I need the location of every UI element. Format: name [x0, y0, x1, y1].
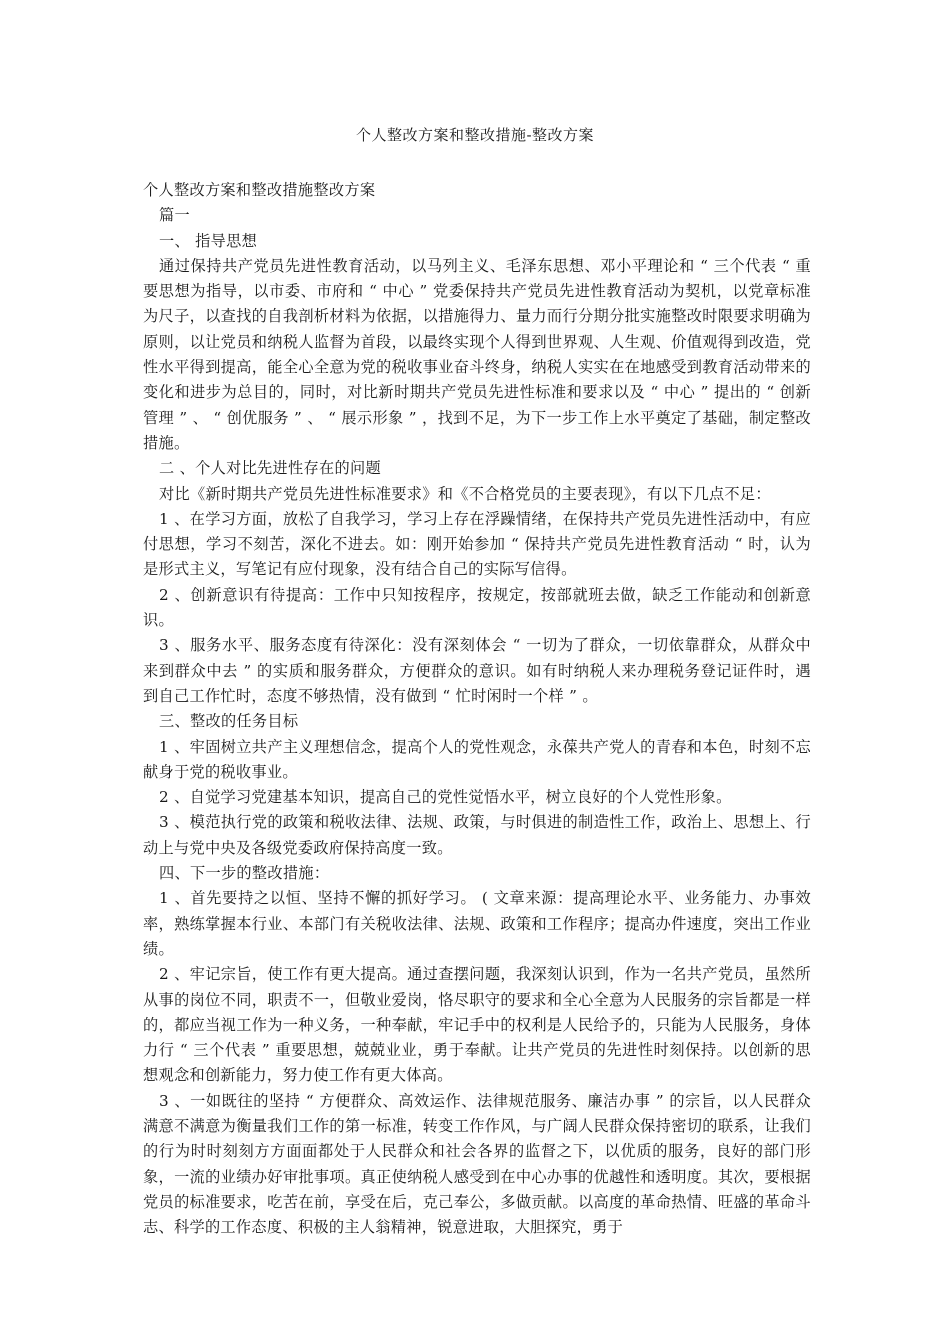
document-heading: 个人整改方案和整改措施整改方案: [143, 181, 376, 199]
paragraph: 通过保持共产党员先进性教育活动，以马列主义、毛泽东思想、邓小平理论和 “ 三个代表 “ 重要思想为指导，以市委、市府和 “ 中心 ” 党委保持共产党员先进性教育活动为契机，以党章标准为尺子，以查找的自我剖析材料为依据，以措施得力、量力而行分期分批实施整改时限要求明确为原则，以让党员和纳税人监督为首段，以最终实现个人得到世界观、人生观、价值观得到改造，党性水平得到提高，能全心全意为党的税收事业奋斗终身，纳税人实实在在地感受到教育活动带来的变化和进步为总目的，同时，对比新时期共产党员先进性标准和要求以及 “ 中心 ” 提出的 “ 创新管理 ” 、 “ 创优服务 ” 、 “ 展示形象 ” ，找到不足，为下一步工作上水平奠定了基础，制定整改措施。: [143, 256, 811, 452]
list-item: 3 、模范执行党的政策和税收法律、法规、政策，与时俱进的制造性工作，政治上、思想上、行动上与党中央及各级党委政府保持高度一致。: [143, 813, 811, 857]
page-title: 个人整改方案和整改措施-整改方案: [355, 126, 595, 144]
list-item: 2 、牢记宗旨，使工作有更大提高。通过查摆问题，我深刻认识到，作为一名共产党员，虽然所从事的岗位不同，职责不一，但敬业爱岗，恪尽职守的要求和全心全意为人民服务的宗旨都是一样的，都应当视工作为一种义务，一种奉献，牢记手中的权利是人民给予的，只能为人民服务，身体力行 “ 三个代表 ” 重要思想，兢兢业业，勇于奉献。让共产党员的先进性时刻保持。以创新的思想观念和创新能力，努力使工作有更大体高。: [143, 965, 811, 1085]
section-heading: 三、整改的任务目标: [159, 712, 299, 731]
list-item: 1 、首先要持之以恒、坚持不懈的抓好学习。 ( 文章来源：提高理论水平、业务能力、办事效率，熟练掌握本行业、本部门有关税收法律、法规、政策和工作程序；提高办件速度，突出工作业绩。: [143, 889, 811, 958]
list-item: 2 、自觉学习党建基本知识，提高自己的党性觉悟水平，树立良好的个人党性形象。: [159, 788, 732, 807]
section-heading: 四、下一步的整改措施：: [159, 864, 330, 883]
list-item: 2 、创新意识有待提高：工作中只知按程序，按规定，按部就班去做，缺乏工作能动和创新意识。: [143, 585, 811, 630]
list-item: 1 、在学习方面，放松了自我学习，学习上存在浮躁情绪，在保持共产党员先进性活动中，有应付思想，学习不刻苦，深化不进去。如：刚开始参加 “ 保持共产党员先进性教育活动 “ 时，认为是形式主义，写笔记有应付现象，没有结合自己的实际写信得。: [143, 509, 811, 579]
part-label: 篇一: [159, 206, 190, 225]
section-heading: 一、 指导思想: [159, 231, 258, 250]
list-item: 1 、牢固树立共产主义理想信念，提高个人的党性观念，永葆共产党人的青春和本色，时刻不忘献身于党的税收事业。: [143, 737, 811, 781]
document-body: [143, 178, 811, 1240]
list-item: 3 、服务水平、服务态度有待深化：没有深刻体会 “ 一切为了群众，一切依靠群众，从群众中来到群众中去 ” 的实质和服务群众，方便群众的意识。如有时纳税人来办理税务登记证件时，遇到自己工作忙时，态度不够热情，没有做到 “ 忙时闲时一个样 ” 。: [143, 636, 811, 705]
paragraph: 对比《新时期共产党员先进性标准要求》和《不合格党员的主要表现》，有以下几点不足：: [159, 484, 771, 503]
list-item: 3 、一如既往的坚持 “ 方便群众、高效运作、法律规范服务、廉洁办事 ” 的宗旨，以人民群众满意不满意为衡量我们工作的第一标准，转变工作作风，与广阔人民群众保持密切的联系，让我们的行为时时刻刻方方面面都处于人民群众和社会各界的监督之下，以优质的服务，良好的部门形象，一流的业绩办好审批事项。真正使纳税人感受到在中心办事的优越性和透明度。其次，要根据党员的标准要求，吃苦在前，享受在后，克己奉公，多做贡献。以高度的革命热情、旺盛的革命斗志、科学的工作态度、积极的主人翁精神，锐意进取，大胆探究，勇于: [143, 1091, 811, 1237]
section-heading: 二 、个人对比先进性存在的问题: [159, 459, 381, 478]
